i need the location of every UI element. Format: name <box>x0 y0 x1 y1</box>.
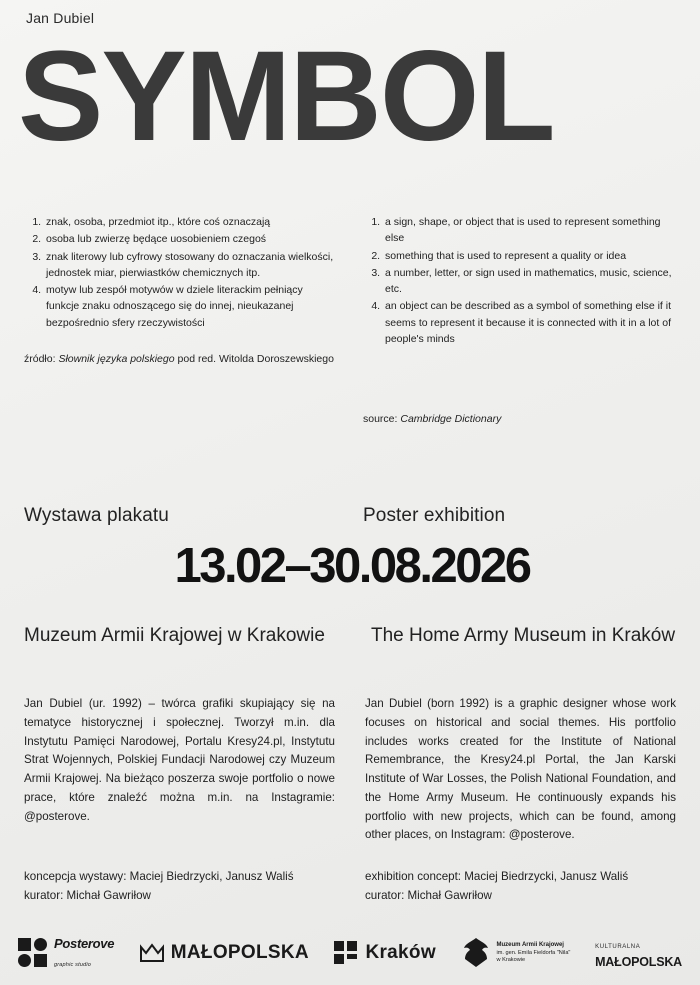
poster-author: Jan Dubiel <box>26 10 95 26</box>
event-heading-en-wrap <box>363 505 676 529</box>
mak-title: Muzeum Armii Krajowej <box>496 942 564 949</box>
credits-concept-en: exhibition concept: Maciej Biedrzycki, Janusz Waliś <box>365 870 629 883</box>
source-rest-pl: pod red. Witolda Doroszewskiego <box>177 352 334 365</box>
venue-en: The Home Army Museum in Kraków <box>371 625 676 646</box>
source-pl <box>24 353 337 365</box>
definition-list-en <box>363 214 676 347</box>
logo-home-army-museum <box>461 936 571 970</box>
posterove-mark-icon <box>18 938 48 968</box>
definitions-section <box>24 214 676 425</box>
posterove-wordmark: Posterove <box>54 936 115 951</box>
venue-pl: Muzeum Armii Krajowej w Krakowie <box>24 625 325 646</box>
list-item: 1. znak, osoba, przedmiot itp., które coś oznaczają <box>44 214 337 230</box>
list-item: 4. motyw lub zespół motywów w dziele literackim pełniący funkcje znaku odnoszącego się do innej, nieukazanej bezpośrednio sfery rzeczywistości <box>44 282 337 331</box>
source-title-pl: Słownik języka polskiego <box>58 352 175 365</box>
bio-pl: Jan Dubiel (ur. 1992) – twórca grafiki skupiający się na tematyce historycznej i społecznej. Tworzył m.in. dla Instytutu Pamięci Narodowej, Portalu Kresy24.pl, Instytutu Strat Wojennych, Polskiej Fundacji Narodowej czy Muzeum Armii Krajowej. Na bieżąco poszerza swoje portfolio o nowe prace, które znaleźć można m.in. na Instagramie: @posterove. <box>24 697 335 823</box>
credits-section <box>24 868 676 906</box>
list-item: 3. a number, letter, or sign used in mathematics, music, science, etc. <box>383 265 676 298</box>
logo-malopolska <box>139 940 309 966</box>
definitions-polish <box>24 214 337 425</box>
kulturalna-top: KULTURALNA <box>595 944 641 950</box>
logo-krakow <box>333 940 435 966</box>
source-title-en: Cambridge Dictionary <box>400 413 502 426</box>
credits-pl <box>24 868 335 906</box>
kulturalna-main: MAŁOPOLSKA <box>595 955 682 969</box>
credits-en <box>365 868 676 906</box>
credits-curator-en: curator: Michał Gawriłow <box>365 888 492 902</box>
krakow-mark-icon <box>333 940 359 966</box>
list-item: 2. something that is used to represent a quality or idea <box>383 248 676 264</box>
event-dates: 13.02–30.08.2026 <box>174 539 530 593</box>
eagle-crest-icon <box>461 936 491 970</box>
bio-en: Jan Dubiel (born 1992) is a graphic designer whose work focuses on historical and social themes. His portfolio includes works created for the Institute of National Remembrance, the Kresy24.pl Portal, the Jan Karski Institute of War Losses, the Polish National Foundation, and the Home Army Museum. He continuously expands his portfolio with new projects, which can be found, among other places, on Instagram: @posterove. <box>365 697 676 842</box>
posterove-wordmark-wrap <box>54 935 114 971</box>
mak-subtitle: im. gen. Emila Fieldorfa "Nila" w Krakowie <box>496 949 571 963</box>
logo-kulturalna-malopolska <box>595 935 682 971</box>
biography-section <box>24 695 676 845</box>
malopolska-wordmark: MAŁOPOLSKA <box>170 942 309 963</box>
source-label-en: source: <box>363 413 398 426</box>
event-heading-pl: Wystawa plakatu <box>24 505 169 526</box>
event-heading-pl-wrap <box>24 505 337 529</box>
event-heading-en: Poster exhibition <box>363 505 506 526</box>
list-item: 1. a sign, shape, or object that is used to represent something else <box>383 214 676 247</box>
logo-posterove <box>18 935 114 971</box>
krakow-wordmark: Kraków <box>365 942 436 963</box>
logo-strip <box>18 930 682 976</box>
source-label-pl: źródło: <box>24 352 56 365</box>
source-en <box>363 413 676 425</box>
kulturalna-text-block <box>595 935 682 971</box>
definition-list-pl <box>24 214 337 331</box>
mak-text-block <box>497 942 571 963</box>
poster-title: SYMBOL <box>18 25 554 168</box>
posterove-subtitle: graphic studio <box>54 962 92 968</box>
definitions-english <box>363 214 676 425</box>
malopolska-crown-icon <box>139 940 165 966</box>
credits-curator-pl: kurator: Michał Gawriłow <box>24 888 151 902</box>
event-headings <box>24 505 676 529</box>
list-item: 2. osoba lub zwierzę będące uosobieniem czegoś <box>44 231 337 247</box>
list-item: 3. znak literowy lub cyfrowy stosowany do oznaczania wielkości, jednostek miar, pierwiastków chemicznych itp. <box>44 249 337 282</box>
credits-concept-pl: koncepcja wystawy: Maciej Biedrzycki, Janusz Waliś <box>24 870 294 883</box>
list-item: 4. an object can be described as a symbol of something else if it seems to represent it because it is connected with it in a lot of people's minds <box>383 298 676 347</box>
